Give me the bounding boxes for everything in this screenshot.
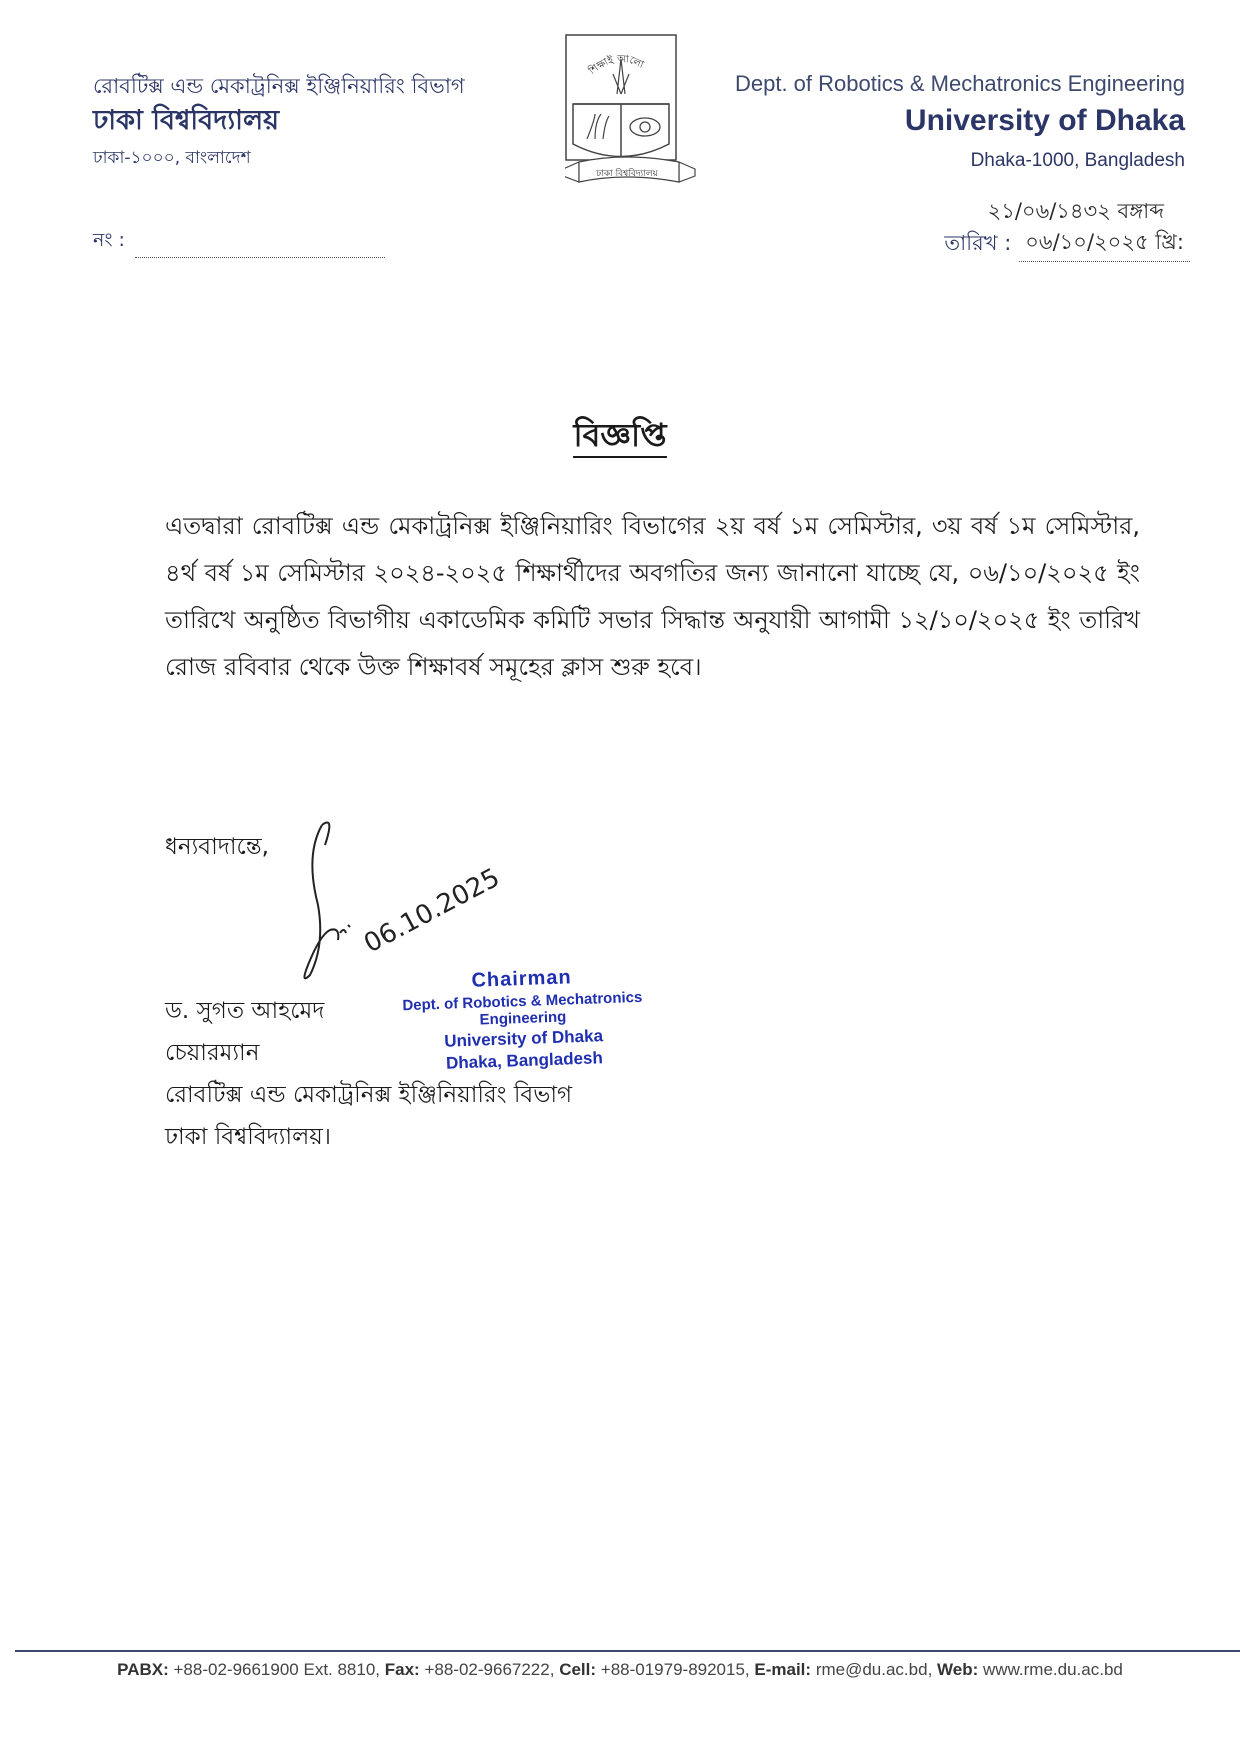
email-address: rme@du.ac.bd,: [815, 1660, 933, 1679]
reference-label: নং :: [93, 229, 125, 251]
bn-department-name: রোবটিক্স এন্ড মেকাট্রনিক্স ইঞ্জিনিয়ারিং বিভাগ: [93, 74, 465, 98]
footer-divider: [15, 1650, 1240, 1652]
cell-label: Cell:: [559, 1660, 597, 1679]
fax-number: +88-02-9667222,: [424, 1660, 555, 1679]
svg-text:শিক্ষাই আলো: [586, 54, 646, 78]
en-department-name: Dept. of Robotics & Mechatronics Engineering: [734, 71, 1185, 96]
signatory-university: ঢাকা বিশ্ববিদ্যালয়।: [165, 1124, 331, 1150]
signatory-department: রোবটিক্স এন্ড মেকাট্রনিক্স ইঞ্জিনিয়ারিং বিভাগ: [165, 1082, 573, 1108]
en-university-name: University of Dhaka: [904, 104, 1185, 137]
date-label: তারিখ :: [944, 231, 1012, 255]
pabx-label: PABX:: [117, 1660, 169, 1679]
stamp-department: Dept. of Robotics & Mechatronics Engineering: [402, 988, 643, 1029]
date-value: ০৬/১০/২০২৫ খ্রি:: [1019, 226, 1190, 262]
cell-number: +88-01979-892015,: [600, 1660, 750, 1679]
bn-address: ঢাকা-১০০০, বাংলাদেশ: [93, 148, 251, 168]
reference-number-row: [93, 226, 385, 258]
stamp-title: Chairman: [471, 966, 573, 992]
email-label: E-mail:: [754, 1660, 812, 1679]
web-address: www.rme.du.ac.bd: [983, 1660, 1123, 1679]
handwritten-signature: [300, 815, 560, 985]
logo-banner-text: ঢাকা বিশ্ববিদ্যালয়: [596, 169, 658, 179]
stamp-location: Dhaka, Bangladesh: [445, 1048, 604, 1073]
web-label: Web:: [937, 1660, 979, 1679]
signature-date: 06.10.2025: [359, 862, 505, 960]
notice-title: [0, 410, 1240, 464]
notice-title-text: বিজ্ঞপ্তি: [573, 416, 666, 458]
en-address: Dhaka-1000, Bangladesh: [970, 150, 1185, 171]
date-row: [944, 226, 1190, 262]
signatory-designation: চেয়ারম্যান: [165, 1040, 260, 1066]
university-logo: [565, 34, 700, 192]
logo-motto: শিক্ষাই আলো: [587, 53, 646, 77]
signatory-block: [165, 990, 572, 1158]
bangabda-date: ২১/০৬/১৪৩২ বঙ্গাব্দ: [987, 199, 1164, 223]
footer-contact: [0, 1660, 1240, 1680]
reference-dotted-line: [135, 241, 385, 258]
signatory-name: ড. সুগত আহমেদ: [165, 998, 325, 1024]
notice-body: এতদ্বারা রোবটিক্স এন্ড মেকাট্রনিক্স ইঞ্জিনিয়ারিং বিভাগের ২য় বর্ষ ১ম সেমিস্টার, ৩য় বর্ষ ১ম সেমিস্টার, ৪র্থ বর্ষ ১ম সেমিস্টার ২০২৪-২০২৫ শিক্ষার্থীদের অবগতির জন্য জানানো যাচ্ছে যে, ০৬/১০/২০২৫ ইং তারিখে অনুষ্ঠিত বিভাগীয় একাডেমিক কমিটি সভার সিদ্ধান্ত অনুযায়ী আগামী ১২/১০/২০২৫ ইং তারিখ রোজ রবিবার থেকে উক্ত শিক্ষাবর্ষ সমূহের ক্লাস শুরু হবে।: [165, 512, 1140, 681]
fax-label: Fax:: [384, 1660, 420, 1679]
stamp-university: University of Dhaka: [444, 1026, 604, 1051]
bn-university-name: ঢাকা বিশ্ববিদ্যালয়: [93, 105, 280, 136]
closing-salutation: ধন্যবাদান্তে,: [165, 834, 269, 860]
pabx-number: +88-02-9661900 Ext. 8810,: [173, 1660, 381, 1679]
